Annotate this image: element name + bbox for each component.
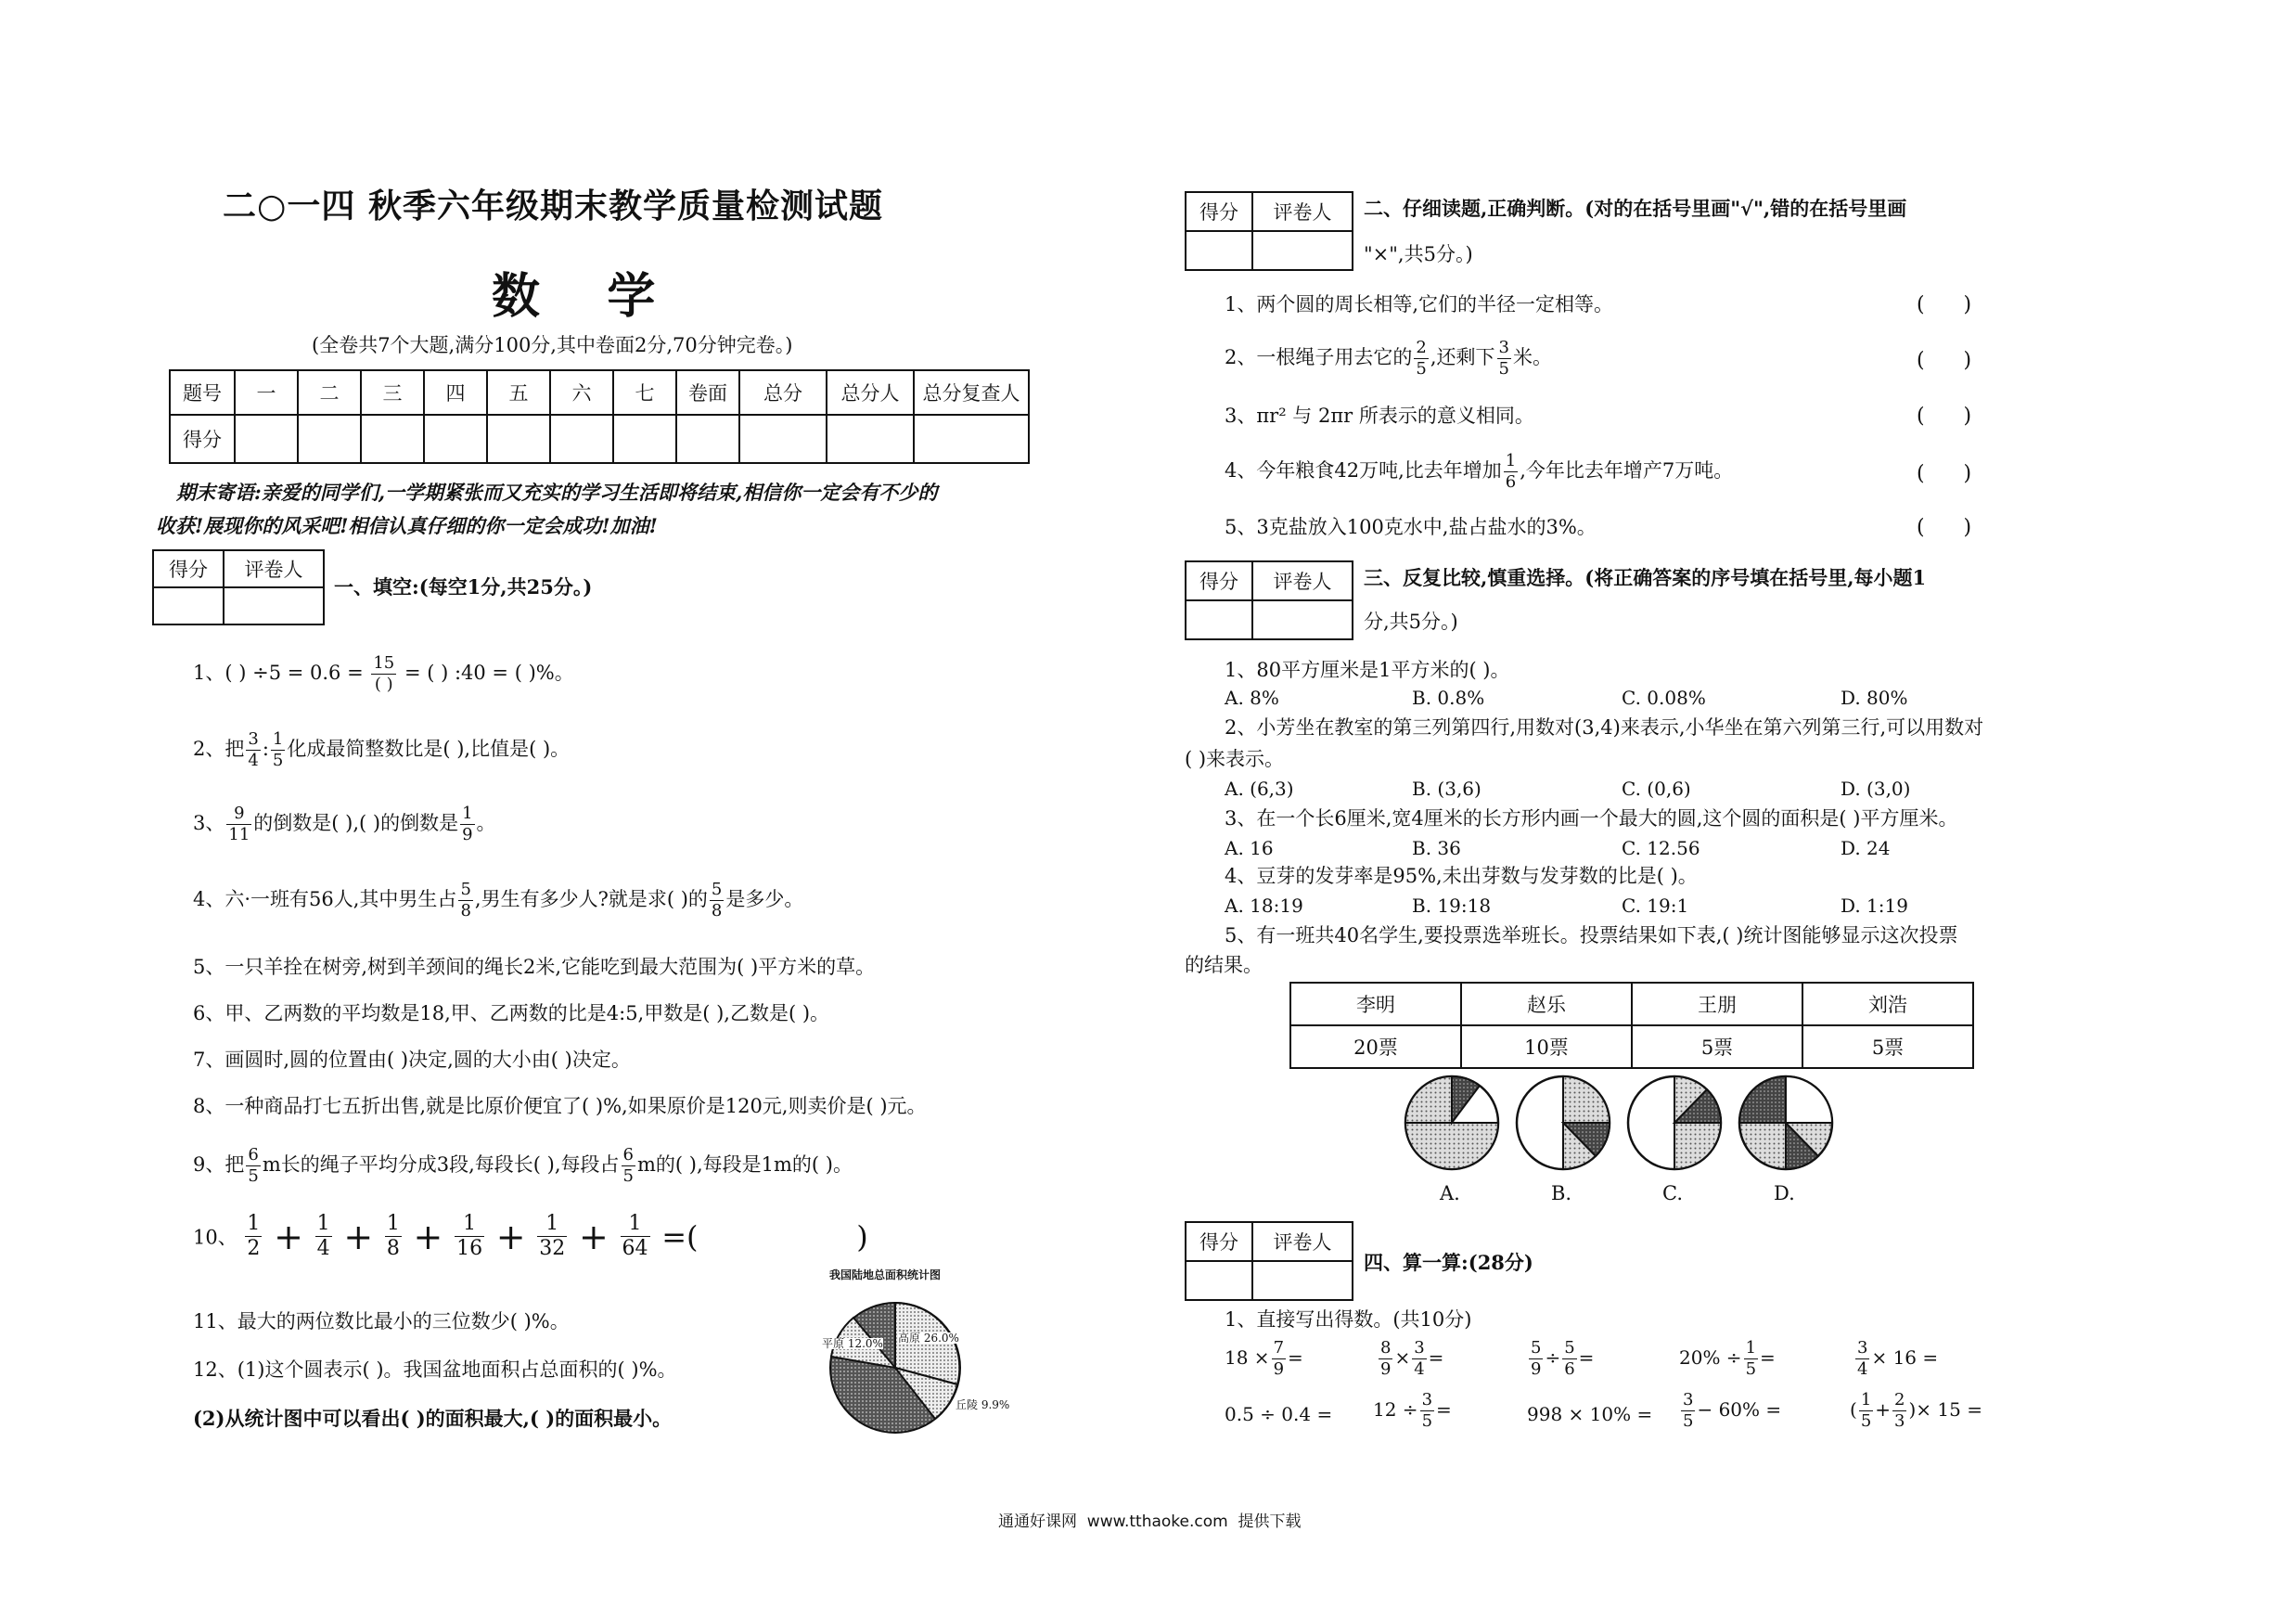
choice-question-2b: ( )来表示。 — [1185, 748, 1285, 770]
vote-count: 20票 — [1290, 1025, 1461, 1068]
score-header-cell: 四 — [424, 370, 487, 415]
vote-name: 王朋 — [1632, 983, 1802, 1025]
score-cell[interactable] — [676, 415, 739, 463]
grader-name-cell[interactable] — [1252, 231, 1353, 270]
section-4-sub-1: 1、直接写出得数。(共10分) — [1225, 1308, 1472, 1331]
choice-q3-option-a[interactable]: A. 16 — [1225, 837, 1274, 859]
calc-1: 18 × $\frac{7}{9}$ = — [1225, 1338, 1303, 1379]
vote-count: 5票 — [1632, 1025, 1802, 1068]
option-pie-charts — [1392, 1067, 1855, 1178]
message-line-1: 期末寄语:亲爱的同学们,一学期紧张而又充实的学习生活即将结束,相信你一定会有不少的 — [176, 481, 938, 504]
score-cell[interactable] — [613, 415, 676, 463]
choice-q3-option-d[interactable]: D. 24 — [1841, 837, 1891, 859]
judge-answer-2[interactable]: ( ) — [1917, 349, 1972, 372]
vote-names-row — [1290, 983, 1973, 1025]
score-header-cell: 二 — [298, 370, 361, 415]
vote-counts-row — [1290, 1025, 1973, 1068]
score-header-cell: 题号 — [170, 370, 235, 415]
exam-note: (全卷共7个大题,满分100分,其中卷面2分,70分钟完卷。) — [312, 334, 793, 356]
pie-label-b: B. — [1551, 1182, 1572, 1204]
mini-chart-label-hills: 丘陵 9.9% — [956, 1398, 1010, 1411]
score-cell[interactable] — [827, 415, 914, 463]
pie-option-b[interactable] — [1517, 1076, 1610, 1169]
question-1-2: 2、把 $\frac{3}{4}$ : $\frac{1}{5}$ 化成最简整数比是( ),比值是( )。 — [193, 729, 571, 770]
section-2-line-1: 二、仔细读题,正确判断。(对的在括号里画"√",错的在括号里画 — [1364, 197, 1907, 220]
grader-score-cell[interactable] — [1186, 600, 1252, 639]
grader-box-1 — [152, 549, 325, 625]
section-1-title: 一、填空:(每空1分,共25分。) — [334, 575, 593, 599]
judge-question-3: 3、πr² 与 2πr 所表示的意义相同。 — [1225, 405, 1534, 427]
choice-question-4: 4、豆芽的发芽率是95%,未出芽数与发芽数的比是( )。 — [1225, 865, 1698, 887]
section-3-line-1: 三、反复比较,慎重选择。(将正确答案的序号填在括号里,每小题1 — [1364, 566, 1927, 589]
score-header-cell: 总分 — [739, 370, 827, 415]
score-cell[interactable] — [298, 415, 361, 463]
calc-7: 12 ÷ $\frac{3}{5}$ = — [1373, 1390, 1452, 1431]
score-cell[interactable] — [739, 415, 827, 463]
question-1-5: 5、一只羊拴在树旁,树到羊颈间的绳长2米,它能吃到最大范围为( )平方米的草。 — [193, 956, 876, 978]
judge-answer-4[interactable]: ( ) — [1917, 462, 1972, 485]
grader-label: 评卷人 — [1252, 192, 1353, 231]
message-line-2: 收获!展现你的风采吧!相信认真仔细的你一定会成功!加油! — [156, 514, 658, 537]
score-header-cell: 一 — [235, 370, 298, 415]
choice-question-2a: 2、小芳坐在教室的第三列第四行,用数对(3,4)来表示,小华坐在第六列第三行,可以用数对 — [1225, 716, 1984, 739]
judge-answer-5[interactable]: ( ) — [1917, 516, 1972, 539]
judge-question-5: 5、3克盐放入100克水中,盐占盐水的3%。 — [1225, 516, 1597, 538]
calc-2: $\frac{8}{9}$ × $\frac{3}{4}$ = — [1380, 1338, 1444, 1379]
grader-score-label: 得分 — [1186, 561, 1252, 600]
choice-q4-option-a[interactable]: A. 18:19 — [1225, 895, 1303, 917]
score-cell[interactable] — [361, 415, 424, 463]
grader-score-cell[interactable] — [1186, 231, 1252, 270]
mini-chart-title: 我国陆地总面积统计图 — [829, 1268, 942, 1281]
pie-option-a[interactable] — [1405, 1076, 1498, 1169]
score-cell[interactable] — [914, 415, 1029, 463]
question-1-11: 11、最大的两位数比最小的三位数少( )%。 — [193, 1310, 570, 1332]
score-header-cell: 三 — [361, 370, 424, 415]
score-header-cell: 卷面 — [676, 370, 739, 415]
calc-4: 20% ÷ $\frac{1}{5}$ = — [1679, 1338, 1776, 1379]
question-1-1: 1、( ) ÷5 = 0.6 = $\frac{15}{( )}$ = ( ) :40 = ( )%。 — [193, 653, 574, 694]
choice-question-1: 1、80平方厘米是1平方米的( )。 — [1225, 659, 1510, 681]
grader-label: 评卷人 — [1252, 561, 1353, 600]
choice-q1-option-a[interactable]: A. 8% — [1225, 687, 1279, 709]
score-header-cell: 总分复查人 — [914, 370, 1029, 415]
score-table-score-row — [170, 415, 1029, 463]
pie-label-d: D. — [1774, 1182, 1795, 1204]
vote-name: 李明 — [1290, 983, 1461, 1025]
grader-score-label: 得分 — [1186, 1222, 1252, 1261]
choice-q2-option-b[interactable]: B. (3,6) — [1412, 778, 1481, 800]
calc-8: 998 × 10% = — [1527, 1403, 1653, 1425]
pie-label-a: A. — [1440, 1182, 1460, 1204]
choice-q3-option-c[interactable]: C. 12.56 — [1622, 837, 1700, 859]
calc-10: ( $\frac{1}{5}$ + $\frac{2}{3}$ )× 15 = — [1850, 1390, 1982, 1431]
question-1-7: 7、画圆时,圆的位置由( )决定,圆的大小由( )决定。 — [193, 1049, 631, 1071]
pie-label-c: C. — [1662, 1182, 1683, 1204]
score-header-cell: 总分人 — [827, 370, 914, 415]
exam-title: 二○一四 秋季六年级期末教学质量检测试题 — [223, 187, 883, 225]
vote-table — [1289, 982, 1974, 1069]
choice-q2-option-d[interactable]: D. (3,0) — [1841, 778, 1911, 800]
question-1-8: 8、一种商品打七五折出售,就是比原价便宜了( )%,如果原价是120元,则卖价是( )元。 — [193, 1095, 927, 1117]
pie-option-c[interactable] — [1628, 1076, 1721, 1169]
score-header-cell: 七 — [613, 370, 676, 415]
mini-chart-label-plain: 平原 12.0% — [822, 1337, 883, 1350]
grader-label: 评卷人 — [224, 550, 324, 587]
footer-credit: 通通好课网 www.tthaoke.com 提供下载 — [998, 1513, 1302, 1531]
calc-5: $\frac{3}{4}$ × 16 = — [1857, 1338, 1939, 1379]
subject-title: 数 学 — [492, 268, 656, 325]
score-header-cell: 五 — [487, 370, 550, 415]
section-4-title: 四、算一算:(28分) — [1364, 1251, 1533, 1274]
judge-question-1: 1、两个圆的周长相等,它们的半径一定相等。 — [1225, 293, 1614, 315]
pie-option-d[interactable] — [1739, 1076, 1832, 1169]
score-cell[interactable] — [550, 415, 613, 463]
choice-q3-option-b[interactable]: B. 36 — [1412, 837, 1461, 859]
grader-label: 评卷人 — [1252, 1222, 1353, 1261]
judge-question-2: 2、一根绳子用去它的 $\frac{2}{5}$ ,还剩下 $\frac{3}{5}$ 米。 — [1225, 338, 1552, 379]
grader-score-cell[interactable] — [1186, 1261, 1252, 1300]
question-1-12b: (2)从统计图中可以看出( )的面积最大,( )的面积最小。 — [193, 1407, 673, 1430]
choice-q2-option-c[interactable]: C. (0,6) — [1622, 778, 1691, 800]
judge-question-4: 4、今年粮食42万吨,比去年增加 $\frac{1}{6}$ ,今年比去年增产7万吨。 — [1225, 451, 1734, 492]
choice-question-5a: 5、有一班共40名学生,要投票选举班长。投票结果如下表,( )统计图能够显示这次投票 — [1225, 924, 1958, 946]
score-table-header-row — [170, 370, 1029, 415]
choice-q4-option-b[interactable]: B. 19:18 — [1412, 895, 1492, 917]
score-header-cell: 六 — [550, 370, 613, 415]
score-cell[interactable] — [424, 415, 487, 463]
vote-count: 10票 — [1461, 1025, 1632, 1068]
question-1-9: 9、把 $\frac{6}{5}$ m长的绳子平均分成3段,每段长( ),每段占 $\frac{6}{5}$ m的( ),每段是1m的( )。 — [193, 1145, 853, 1186]
grader-box-2 — [1185, 191, 1353, 271]
grader-name-cell[interactable] — [224, 587, 324, 624]
calc-9: $\frac{3}{5}$ − 60% = — [1683, 1390, 1782, 1431]
vote-count: 5票 — [1802, 1025, 1973, 1068]
section-3-line-2: 分,共5分。) — [1364, 611, 1458, 633]
question-1-10: 10、 $\frac{1}{2}$ + $\frac{1}{4}$ + $\frac{1}{8}$ + $\frac{1}{16}$ + $\frac{1}{32}$ + $\frac{1}{64}$ =( ) — [193, 1212, 868, 1260]
question-1-3: 3、 $\frac{9}{11}$ 的倒数是( ),( )的倒数是 $\frac{1}{9}$ 。 — [193, 804, 496, 844]
choice-q1-option-c[interactable]: C. 0.08% — [1622, 687, 1706, 709]
score-table — [169, 369, 1030, 464]
choice-q4-option-d[interactable]: D. 1:19 — [1841, 895, 1908, 917]
grader-box-3 — [1185, 560, 1353, 640]
grader-name-cell[interactable] — [1252, 600, 1353, 639]
grader-box-4 — [1185, 1221, 1353, 1301]
choice-q2-option-a[interactable]: A. (6,3) — [1225, 778, 1294, 800]
calc-3: $\frac{5}{9}$ ÷ $\frac{5}{6}$ = — [1531, 1338, 1595, 1379]
vote-name: 刘浩 — [1802, 983, 1973, 1025]
choice-q4-option-c[interactable]: C. 19:1 — [1622, 895, 1689, 917]
choice-q1-option-d[interactable]: D. 80% — [1841, 687, 1908, 709]
choice-q1-option-b[interactable]: B. 0.8% — [1412, 687, 1485, 709]
question-1-6: 6、甲、乙两数的平均数是18,甲、乙两数的比是4:5,甲数是( ),乙数是( )。 — [193, 1002, 830, 1024]
mini-land-area-chart — [816, 1292, 1020, 1449]
grader-score-cell[interactable] — [153, 587, 224, 624]
mini-chart-label-plateau: 高原 26.0% — [898, 1332, 959, 1345]
score-cell[interactable] — [235, 415, 298, 463]
judge-answer-1[interactable]: ( ) — [1917, 293, 1972, 316]
grader-score-label: 得分 — [153, 550, 224, 587]
choice-question-5b: 的结果。 — [1185, 954, 1263, 976]
grader-name-cell[interactable] — [1252, 1261, 1353, 1300]
score-row-label: 得分 — [170, 415, 235, 463]
question-1-4: 4、六·一班有56人,其中男生占 $\frac{5}{8}$ ,男生有多少人?就是求( )的 $\frac{5}{8}$ 是多少。 — [193, 880, 804, 920]
calc-6: 0.5 ÷ 0.4 = — [1225, 1403, 1333, 1425]
grader-score-label: 得分 — [1186, 192, 1252, 231]
vote-name: 赵乐 — [1461, 983, 1632, 1025]
judge-answer-3[interactable]: ( ) — [1917, 405, 1972, 428]
choice-question-3: 3、在一个长6厘米,宽4厘米的长方形内画一个最大的圆,这个圆的面积是( )平方厘米。 — [1225, 807, 1958, 830]
score-cell[interactable] — [487, 415, 550, 463]
section-2-line-2: "×",共5分。) — [1364, 243, 1473, 265]
question-1-12a: 12、(1)这个圆表示( )。我国盆地面积占总面积的( )%。 — [193, 1358, 677, 1381]
